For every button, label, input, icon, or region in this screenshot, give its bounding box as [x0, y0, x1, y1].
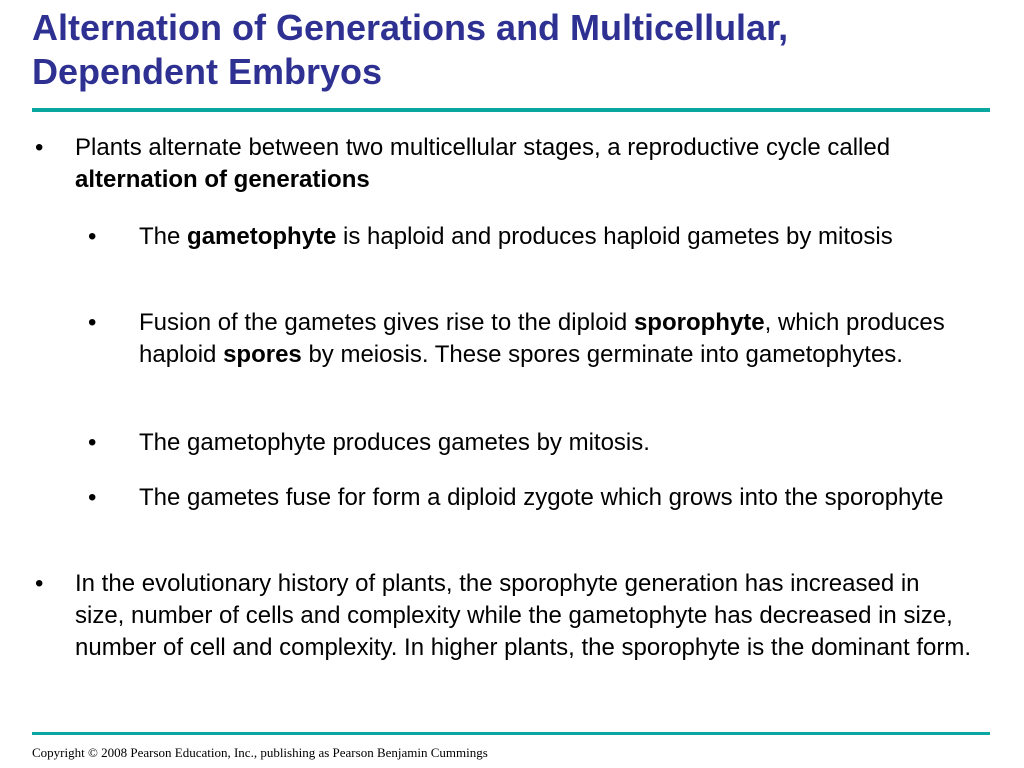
copyright-footer: Copyright © 2008 Pearson Education, Inc., publishing as Pearson Benjamin Cummings — [32, 745, 488, 760]
bullet-marker: • — [35, 570, 44, 597]
bullet-text: Plants alternate between two multicellular stages, a reproductive cycle called — [75, 134, 891, 161]
bullet-text: The gametes fuse for form a diploid zygote which grows into the sporophyte — [139, 484, 944, 511]
bullet-item — [35, 568, 975, 664]
bullet-marker: • — [88, 484, 97, 511]
sub-bullet-item — [88, 482, 989, 514]
bullet-text: The — [139, 223, 188, 250]
bullet-item — [35, 132, 975, 196]
bullet-text: by meiosis. These spores germinate into gametophytes. — [301, 341, 903, 368]
title-line-2: Dependent Embryos — [32, 51, 383, 92]
bullet-text: is haploid and produces haploid gametes by mitosis — [336, 223, 893, 250]
bullet-marker: • — [35, 134, 44, 161]
bullet-bold: gametophyte — [187, 223, 337, 250]
bullet-text: In the evolutionary history of plants, the sporophyte generation has increased in size, number of cells and complexity while the gametophyte has decreased in size, number of cell and complexity. In higher plants, the sporophyte is the dominant form. — [75, 570, 972, 661]
bullet-text: , which produces haploid — [139, 309, 945, 368]
slide-title — [32, 6, 992, 94]
title-divider — [32, 108, 990, 112]
bullet-text: Fusion of the gametes gives rise to the diploid — [139, 309, 634, 336]
sub-bullet-item — [88, 427, 989, 459]
title-line-1: Alternation of Generations and Multicellular, — [32, 7, 789, 48]
bullet-bold: alternation of generations — [75, 166, 370, 193]
bullet-bold: sporophyte — [633, 309, 765, 336]
bullet-bold: spores — [223, 341, 302, 368]
sub-bullet-item — [88, 221, 989, 253]
bullet-marker: • — [88, 223, 97, 250]
bullet-marker: • — [88, 429, 97, 456]
sub-bullet-item — [88, 307, 989, 371]
bullet-marker: • — [88, 309, 97, 336]
bullet-text: The gametophyte produces gametes by mitosis. — [139, 429, 650, 456]
footer-divider — [32, 732, 990, 735]
